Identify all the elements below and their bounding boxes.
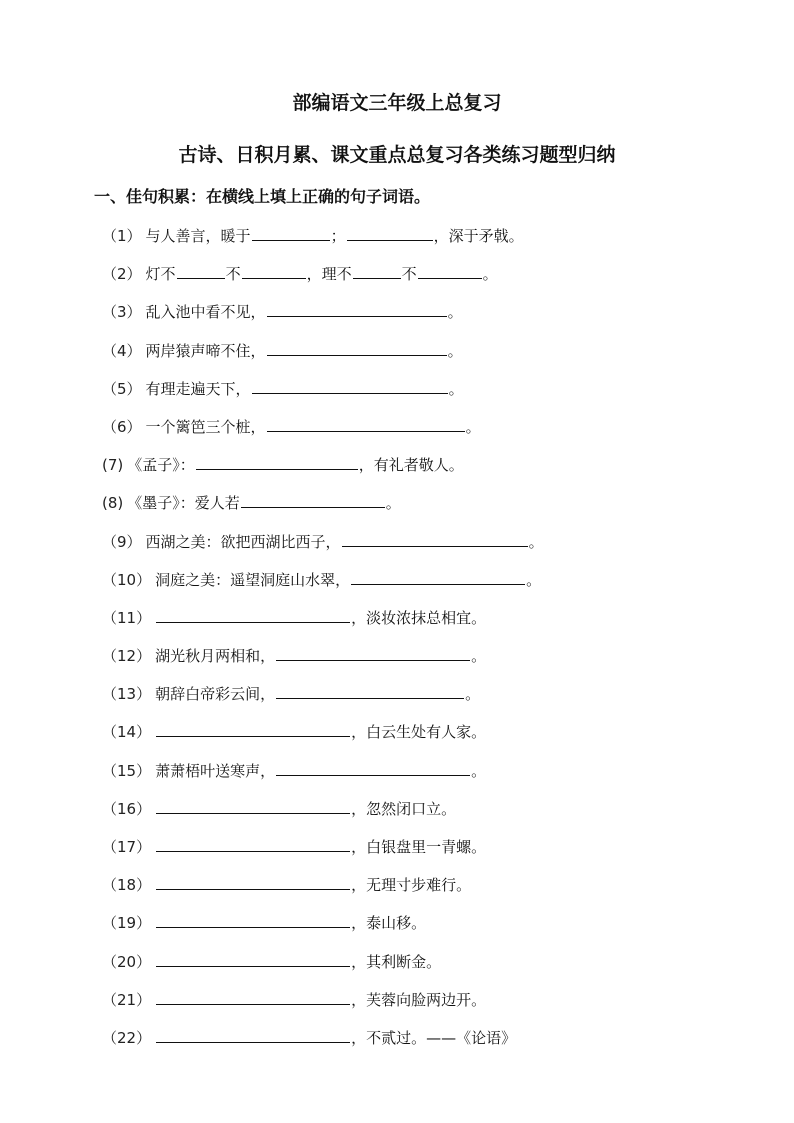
item-text: 。 [448,379,464,398]
exercise-item [102,297,544,335]
item-text: ，白云生处有人家。 [351,723,487,742]
item-number: （6） [102,417,142,436]
answer-blank[interactable] [347,224,433,241]
item-text: 《孟子》： [127,456,195,475]
exercise-item [102,870,544,908]
exercise-list [102,221,544,1061]
item-number: （2） [102,265,142,284]
item-text: 《墨子》：爱人若 [127,494,240,513]
item-text: ，忽然闭口立。 [351,799,457,818]
item-text: ，其利断金。 [351,952,442,971]
exercise-item [102,679,544,717]
item-text: 。 [471,761,487,780]
answer-blank[interactable] [196,453,358,470]
exercise-item [102,908,544,946]
page-subtitle: 古诗、日积月累、课文重点总复习各类练习题型归纳 [178,144,616,166]
exercise-item [102,374,544,412]
answer-blank[interactable] [342,530,528,547]
item-text: 一个篱笆三个桩， [145,417,266,436]
item-number: （15） [102,761,152,780]
exercise-item [102,641,544,679]
item-text: 不 [401,265,417,284]
exercise-item [102,527,544,565]
exercise-item [102,985,544,1023]
exercise-item [102,565,544,603]
answer-blank[interactable] [276,682,464,699]
answer-blank[interactable] [156,950,350,967]
item-number: （16） [102,799,152,818]
exercise-item [102,756,544,794]
item-text: 。 [465,685,481,704]
item-number: （5） [102,379,142,398]
item-number: （13） [102,685,152,704]
exercise-item [102,947,544,985]
item-text: 灯不 [145,265,176,284]
item-number: （12） [102,647,152,666]
item-text: ，无理寸步难行。 [351,876,472,895]
item-text: 。 [447,303,463,322]
section-heading: 一、佳句积累：在横线上填上正确的句子词语。 [94,187,431,206]
exercise-item [102,259,544,297]
item-text: 。 [526,570,542,589]
answer-blank[interactable] [156,835,350,852]
item-number: (7) [102,456,124,475]
item-text: ，白银盘里一青螺。 [351,838,487,856]
item-text: 不 [225,265,241,284]
item-text: 朝辞白帝彩云间， [155,685,276,704]
answer-blank[interactable] [156,1026,350,1043]
item-number: （14） [102,723,152,742]
item-text: 。 [385,494,401,513]
answer-blank[interactable] [353,262,401,279]
item-text: ，芙蓉向脸两边开。 [351,990,487,1009]
answer-blank[interactable] [351,568,525,585]
answer-blank[interactable] [156,720,350,737]
item-text: 湖光秋月两相和， [155,647,276,666]
exercise-item [102,336,544,374]
answer-blank[interactable] [156,797,350,814]
answer-blank[interactable] [241,491,385,508]
item-number: （19） [102,914,152,933]
exercise-item [102,603,544,641]
item-text: 萧萧梧叶送寒声， [155,761,276,780]
answer-blank[interactable] [156,873,350,890]
exercise-item [102,1023,544,1061]
exercise-item [102,717,544,755]
answer-blank[interactable] [267,339,447,356]
item-number: （4） [102,341,142,360]
item-text: ，有礼者敬人。 [358,456,464,475]
answer-blank[interactable] [418,262,482,279]
item-number: （20） [102,952,152,971]
item-text: 两岸猿声啼不住， [145,341,266,360]
item-text: 乱入池中看不见， [145,303,266,322]
item-text: ； [330,227,346,245]
item-text: ，淡妆浓抹总相宜。 [351,608,487,627]
exercise-item [102,832,544,870]
answer-blank[interactable] [276,759,470,776]
answer-blank[interactable] [252,224,330,241]
exercise-item [102,794,544,832]
exercise-item [102,488,544,526]
item-text: 与人善言，暖于 [145,227,251,245]
item-number: （3） [102,303,142,322]
item-number: （10） [102,570,152,589]
item-number: （21） [102,990,152,1009]
item-text: 洞庭之美：遥望洞庭山水翠， [155,570,351,589]
item-text: 有理走遍天下， [145,379,251,398]
item-text: ，不贰过。——《论语》 [351,1028,517,1047]
item-text: 。 [471,647,487,666]
answer-blank[interactable] [242,262,306,279]
item-text: ，深于矛戟。 [433,227,524,245]
item-number: （22） [102,1028,152,1047]
answer-blank[interactable] [267,300,447,317]
exercise-item [102,412,544,450]
page-title: 部编语文三年级上总复习 [292,92,502,114]
answer-blank[interactable] [276,644,470,661]
item-number: (8) [102,494,124,513]
item-number: （18） [102,876,152,895]
item-text: 。 [447,341,463,360]
answer-blank[interactable] [252,377,448,394]
item-number: （11） [102,608,152,627]
answer-blank[interactable] [156,988,350,1005]
item-text: 。 [528,532,544,551]
item-text: ，理不 [306,265,352,284]
item-text: 西湖之美：欲把西湖比西子， [145,532,341,551]
answer-blank[interactable] [267,415,465,432]
answer-blank[interactable] [156,606,350,623]
item-text: 。 [465,417,481,436]
exercise-item [102,450,544,488]
item-text: 。 [482,265,498,284]
item-text: ，泰山移。 [351,914,427,933]
answer-blank[interactable] [177,262,225,279]
item-number: （9） [102,532,142,551]
item-number: （1） [102,227,142,245]
exercise-item [102,221,544,259]
answer-blank[interactable] [156,911,350,928]
item-number: （17） [102,838,152,856]
